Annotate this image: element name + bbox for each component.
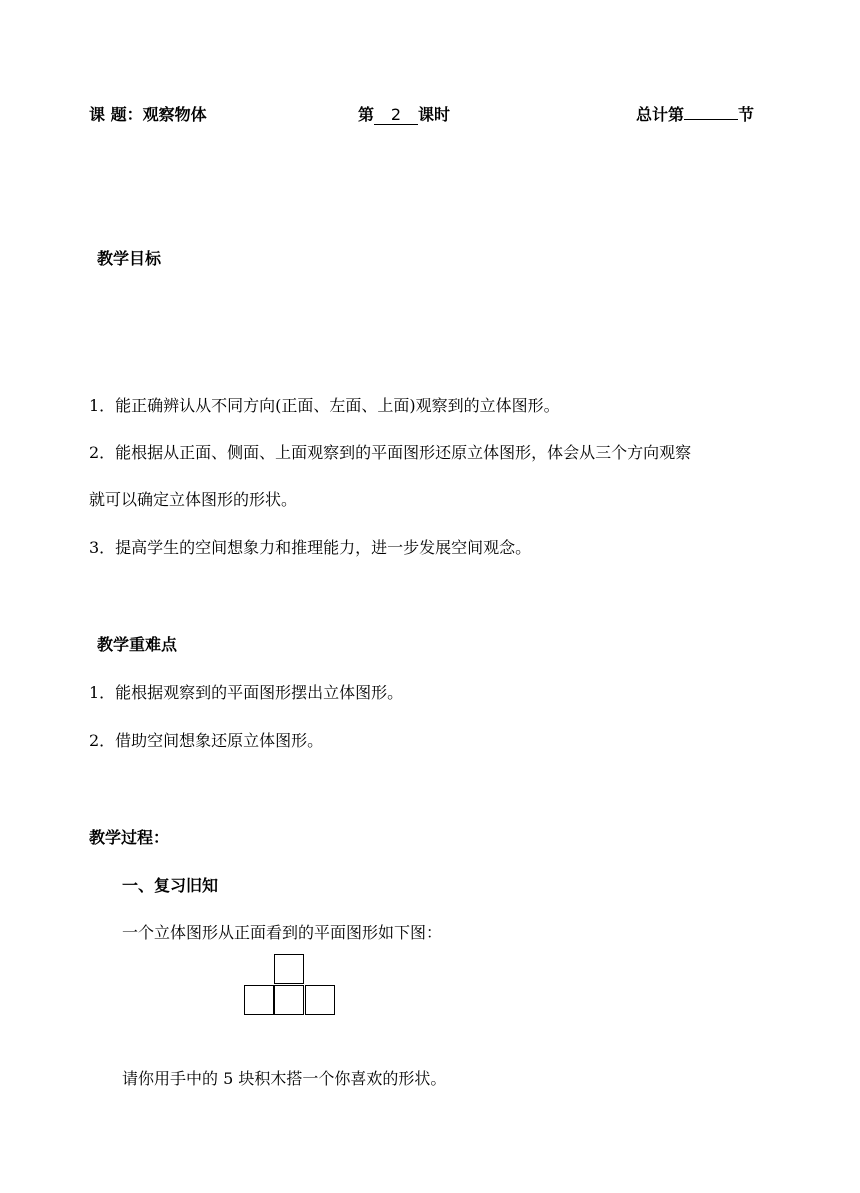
- topic-value: 观察物体: [142, 105, 207, 124]
- objectives-heading: 教学目标: [97, 249, 162, 268]
- lesson-prefix: 第: [358, 105, 375, 124]
- objective-item-1: 1．能正确辨认从不同方向(正面、左面、上面)观察到的立体图形。: [89, 396, 560, 415]
- objective-item-3: 3．提高学生的空间想象力和推理能力，进一步发展空间观念。: [89, 538, 532, 557]
- section1-title: 一、复习旧知: [122, 876, 219, 895]
- section1-task: 请你用手中的 5 块积木搭一个你喜欢的形状。: [122, 1069, 447, 1088]
- total-blank: [684, 119, 738, 120]
- topic-label: 课 题：: [89, 105, 143, 124]
- figure-square-bottom-middle: [274, 985, 304, 1015]
- lesson-number: 2: [374, 106, 418, 125]
- section1-intro: 一个立体图形从正面看到的平面图形如下图：: [122, 923, 443, 942]
- figure-square-bottom-left: [244, 985, 274, 1015]
- key-point-item-2: 2．借助空间想象还原立体图形。: [89, 731, 324, 750]
- header-lesson: [358, 102, 450, 125]
- key-points-heading: 教学重难点: [97, 635, 178, 654]
- objective-item-2-continued: 就可以确定立体图形的形状。: [89, 490, 298, 509]
- process-heading: 教学过程：: [89, 828, 170, 847]
- header-topic: [89, 102, 207, 125]
- total-suffix: 节: [738, 105, 755, 124]
- total-prefix: 总计第: [636, 105, 685, 124]
- header-total: [636, 102, 754, 125]
- front-view-figure: [244, 954, 336, 1016]
- key-point-item-1: 1．能根据观察到的平面图形摆出立体图形。: [89, 683, 404, 702]
- lesson-suffix: 课时: [418, 105, 451, 124]
- figure-square-bottom-right: [305, 985, 335, 1015]
- figure-square-top: [274, 954, 304, 984]
- objective-item-2: 2．能根据从正面、侧面、上面观察到的平面图形还原立体图形，体会从三个方向观察: [89, 443, 692, 462]
